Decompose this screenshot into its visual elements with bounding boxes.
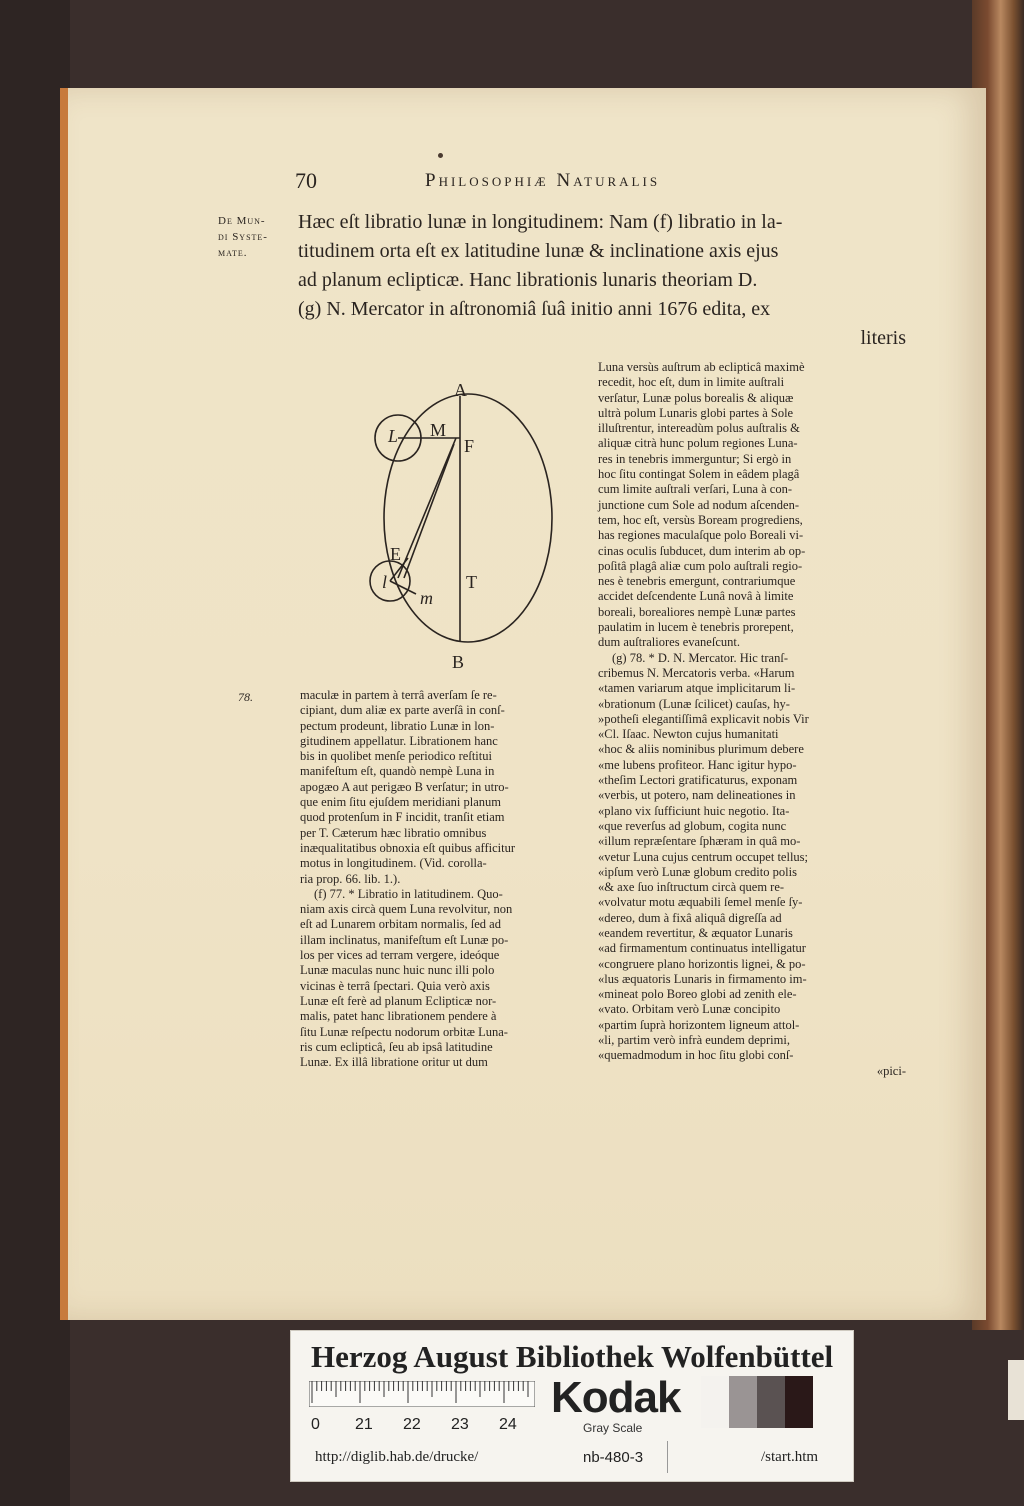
- text-line: illuſtrentur, intereadùm polus auſtralis &: [598, 421, 800, 436]
- text-line: «ipſum verò Lunæ globum credito polis: [598, 864, 797, 879]
- text-line: ſitu Lunæ reſpectu nodorum orbitæ Luna-: [300, 1024, 508, 1039]
- gray-scale-label: Gray Scale: [583, 1421, 643, 1435]
- text-line: quod protenſum in F incidit, tranſit etiam: [300, 810, 505, 825]
- text-line: «eandem revertitur, & æquator Lunaris: [598, 925, 793, 940]
- label-a: A: [454, 380, 467, 400]
- text-line: titudinem orta eſt ex latitudine lunæ & inclinatione axis ejus: [298, 240, 779, 262]
- text-line: Lunæ eſt ferè ad planum Eclipticæ nor-: [300, 993, 497, 1008]
- swatch: [729, 1376, 757, 1428]
- text-line: Hæc eſt libratio lunæ in longitudinem: Nam (f) libratio in la-: [298, 211, 783, 233]
- text-line: ris cum eclipticâ, ſeu ab ipsâ latitudine: [300, 1039, 493, 1054]
- text-line: «tamen variarum atque implicitarum li-: [598, 681, 796, 696]
- text-line: recedit, hoc eſt, dum in limite auſtrali: [598, 375, 785, 390]
- text-line: ria prop. 66. lib. 1.).: [300, 871, 401, 886]
- text-line: Lunæ. Ex illâ libratione oritur ut dum: [300, 1055, 488, 1070]
- text-line: bis in quolibet menſe periodico reſtitui: [300, 749, 492, 764]
- text-line: tem, hoc eſt, versùs Boream progrediens,: [598, 512, 803, 527]
- ruler-number: 22: [403, 1416, 421, 1433]
- text-line: has regiones maculaſque polo Boreali vi-: [598, 528, 804, 543]
- text-line: poſitâ plagâ aliæ cum polo auſtrali regio-: [598, 558, 803, 573]
- text-line: «congruere plano horizontis lignei, & po-: [598, 956, 806, 971]
- text-line: «partim ſuprà horizontem ligneum attol-: [598, 1017, 800, 1032]
- swatch: [785, 1376, 813, 1428]
- text-line: «Cl. Iſaac. Newton cujus humanitati: [598, 727, 779, 742]
- text-line: Luna versùs auſtrum ab eclipticâ maximè: [598, 360, 805, 374]
- text-line: per T. Cæterum hæc libratio omnibus: [300, 825, 487, 840]
- divider: [667, 1441, 668, 1473]
- text-line: «plano vix ſufficiunt huic negotio. Ita-: [598, 803, 790, 818]
- text-line: cipiant, dum aliæ ex parte averſâ in conſ-: [300, 703, 505, 718]
- text-line: junctione cum Sole ad nodum aſcenden-: [598, 497, 799, 512]
- text-line: «vato. Orbitam verò Lunæ concipito: [598, 1002, 781, 1017]
- text-line: niam axis circà quem Luna revolvitur, non: [300, 902, 513, 917]
- text-line: «li, partim verò infrà eundem deprimi,: [598, 1033, 790, 1048]
- running-head: Philosophiæ Naturalis: [425, 170, 661, 191]
- text-line: «brationum (Lunæ ſcilicet) cauſas, hy-: [598, 696, 790, 711]
- figure-marker: 78.: [238, 690, 253, 704]
- label-l-small: l: [382, 572, 388, 592]
- text-line: «& axe ſuo inſtructum circà quem re-: [598, 880, 785, 895]
- text-line: pectum prodeunt, libratio Lunæ in lon-: [300, 718, 495, 733]
- swatch: [757, 1376, 785, 1428]
- text-line: motus in longitudinem. (Vid. corolla-: [300, 856, 487, 871]
- label-t: T: [466, 572, 477, 592]
- moon-lower-line: [390, 581, 416, 594]
- text-line: «lus æquatoris Lunaris in firmamento im-: [598, 971, 807, 986]
- gray-scale-swatches: [701, 1376, 813, 1428]
- library-title: Herzog August Bibliothek Wolfenbüttel: [311, 1339, 834, 1374]
- text-line: accidet deſcendente Lunâ novâ à limite: [598, 589, 794, 604]
- archive-card: [290, 1330, 854, 1482]
- margin-note-line: mate.: [218, 247, 248, 259]
- margin-note-line: De Mun-: [218, 215, 266, 227]
- text-line: «ad firmamentum continuatus intelligatur: [598, 941, 806, 956]
- ink-dot: [438, 153, 443, 158]
- text-line: «dereo, dum à fixâ aliquâ digreſſa ad: [598, 910, 782, 925]
- label-m: M: [430, 420, 447, 440]
- text-line: eſt ad Lunarem orbitam normalis, ſed ad: [300, 917, 501, 932]
- text-line: vicinas è terrâ ſpectari. Quia verò axis: [300, 978, 490, 993]
- text-line: que enim ſitu ejuſdem meridiani planum: [300, 795, 501, 810]
- diagonal-line-secondary: [404, 444, 454, 578]
- label-f: F: [464, 436, 475, 456]
- swatch: [701, 1376, 729, 1428]
- text-line: inæqualitatibus obnoxia eſt quibus afficitur: [300, 840, 516, 855]
- text-line: Lunæ maculas nunc huic nunc illi polo: [300, 963, 495, 978]
- text-line: ultrà polum Lunaris globi partes à Sole: [598, 405, 794, 420]
- ruler-number: 23: [451, 1416, 469, 1433]
- text-line: cinas oculis ſubducet, dum interim ab op-: [598, 543, 806, 558]
- right-column: [598, 360, 906, 1079]
- text-line: «verbis, ut potero, nam delineationes in: [598, 788, 796, 803]
- ruler-number: 0: [311, 1416, 320, 1433]
- text-line: literis: [860, 327, 906, 349]
- ruler-number: 21: [355, 1416, 373, 1433]
- text-line: hoc ſitu contingat Solem in eâdem plagâ: [598, 467, 800, 482]
- text-line: (f) 77. * Libratio in latitudinem. Quo-: [314, 886, 503, 901]
- text-line: verſatur, Lunæ polus borealis & aliquæ: [598, 390, 794, 405]
- text-line: «quemadmodum in hoc ſitu globi conſ-: [598, 1048, 794, 1063]
- text-line: cribemus N. Mercatoris verba. «Harum: [598, 665, 795, 680]
- text-line: (g) 78. * D. N. Mercator. Hic tranſ-: [612, 650, 788, 665]
- text-line: cum limite auſtrali verſari, Luna à con-: [598, 482, 793, 497]
- text-line: res in tenebris immerguntur; Si ergò in: [598, 451, 792, 466]
- card-url: http://diglib.hab.de/drucke/: [315, 1449, 479, 1465]
- text-line: paulatim in lucem è tenebris prorepent,: [598, 620, 794, 635]
- card-file: /start.htm: [761, 1449, 819, 1465]
- text-line: »potheſi elegantiſſimâ explicavit nobis Vir: [598, 711, 809, 726]
- text-line: manifeſtum eſt, quandò nempè Luna in: [300, 764, 495, 779]
- text-line: apogæo A aut perigæo B verſatur; in utro-: [300, 779, 509, 794]
- text-line: «hoc & aliis nominibus plurimum debere: [598, 742, 804, 757]
- label-e: E: [390, 544, 401, 564]
- text-line: «mineat polo Boreo globi ad zenith ele-: [598, 987, 797, 1002]
- text-line: «illum repræſentare ſphæram in quâ mo-: [598, 834, 801, 849]
- orbit-ellipse: [384, 394, 552, 642]
- margin-note-line: di Syste-: [218, 231, 268, 243]
- label-l: L: [388, 426, 399, 446]
- margin-note: [218, 213, 290, 261]
- libration-diagram: [368, 378, 558, 678]
- text-line: gitudinem appellatur. Librationem hanc: [300, 733, 498, 748]
- page-number: 70: [295, 168, 317, 193]
- text-line: «volvatur motu æquabili ſemel menſe ſy-: [598, 895, 803, 910]
- text-line: «me lubens profiteor. Hanc igitur hypo-: [598, 757, 797, 772]
- text-line: dum auſtraliores evaneſcunt.: [598, 635, 740, 650]
- label-b: B: [452, 652, 465, 672]
- text-line: aliquæ citrà hunc polum regiones Luna-: [598, 436, 798, 451]
- text-line: ad planum eclipticæ. Hanc librationis lunaris theoriam D.: [298, 269, 758, 291]
- catchword: «pici-: [876, 1063, 906, 1078]
- text-line: (g) N. Mercator in aſtronomiâ ſuâ initio anni 1676 edita, ex: [298, 298, 771, 320]
- card-id: nb-480-3: [583, 1449, 644, 1466]
- text-line: illam inclinatus, manifeſtum eſt Lunæ po-: [300, 932, 509, 947]
- text-line: malis, patet hanc librationem pendere à: [300, 1009, 497, 1024]
- main-text-block: [298, 208, 906, 353]
- text-line: nes è tenebris emergunt, contrariumque: [598, 574, 796, 589]
- text-line: los per vices ad terram vergere, ideóque: [300, 948, 500, 963]
- ruler-number: 24: [499, 1416, 517, 1433]
- label-m-small: m: [420, 588, 433, 608]
- text-line: «que reverſus ad globum, cogita nunc: [598, 818, 787, 833]
- text-line: «theſim Lectori gratificaturus, exponam: [598, 773, 798, 788]
- text-line: «vetur Luna cujus centrum occupet tellus;: [598, 849, 809, 864]
- kodak-logo: Kodak: [551, 1373, 681, 1422]
- text-line: maculæ in partem à terrâ averſam ſe re-: [300, 688, 497, 702]
- text-line: boreali, borealiores nempè Lunæ partes: [598, 604, 796, 619]
- left-column: [300, 688, 582, 1070]
- adjacent-card-edge: [1008, 1360, 1024, 1420]
- ruler-scale: [309, 1381, 535, 1407]
